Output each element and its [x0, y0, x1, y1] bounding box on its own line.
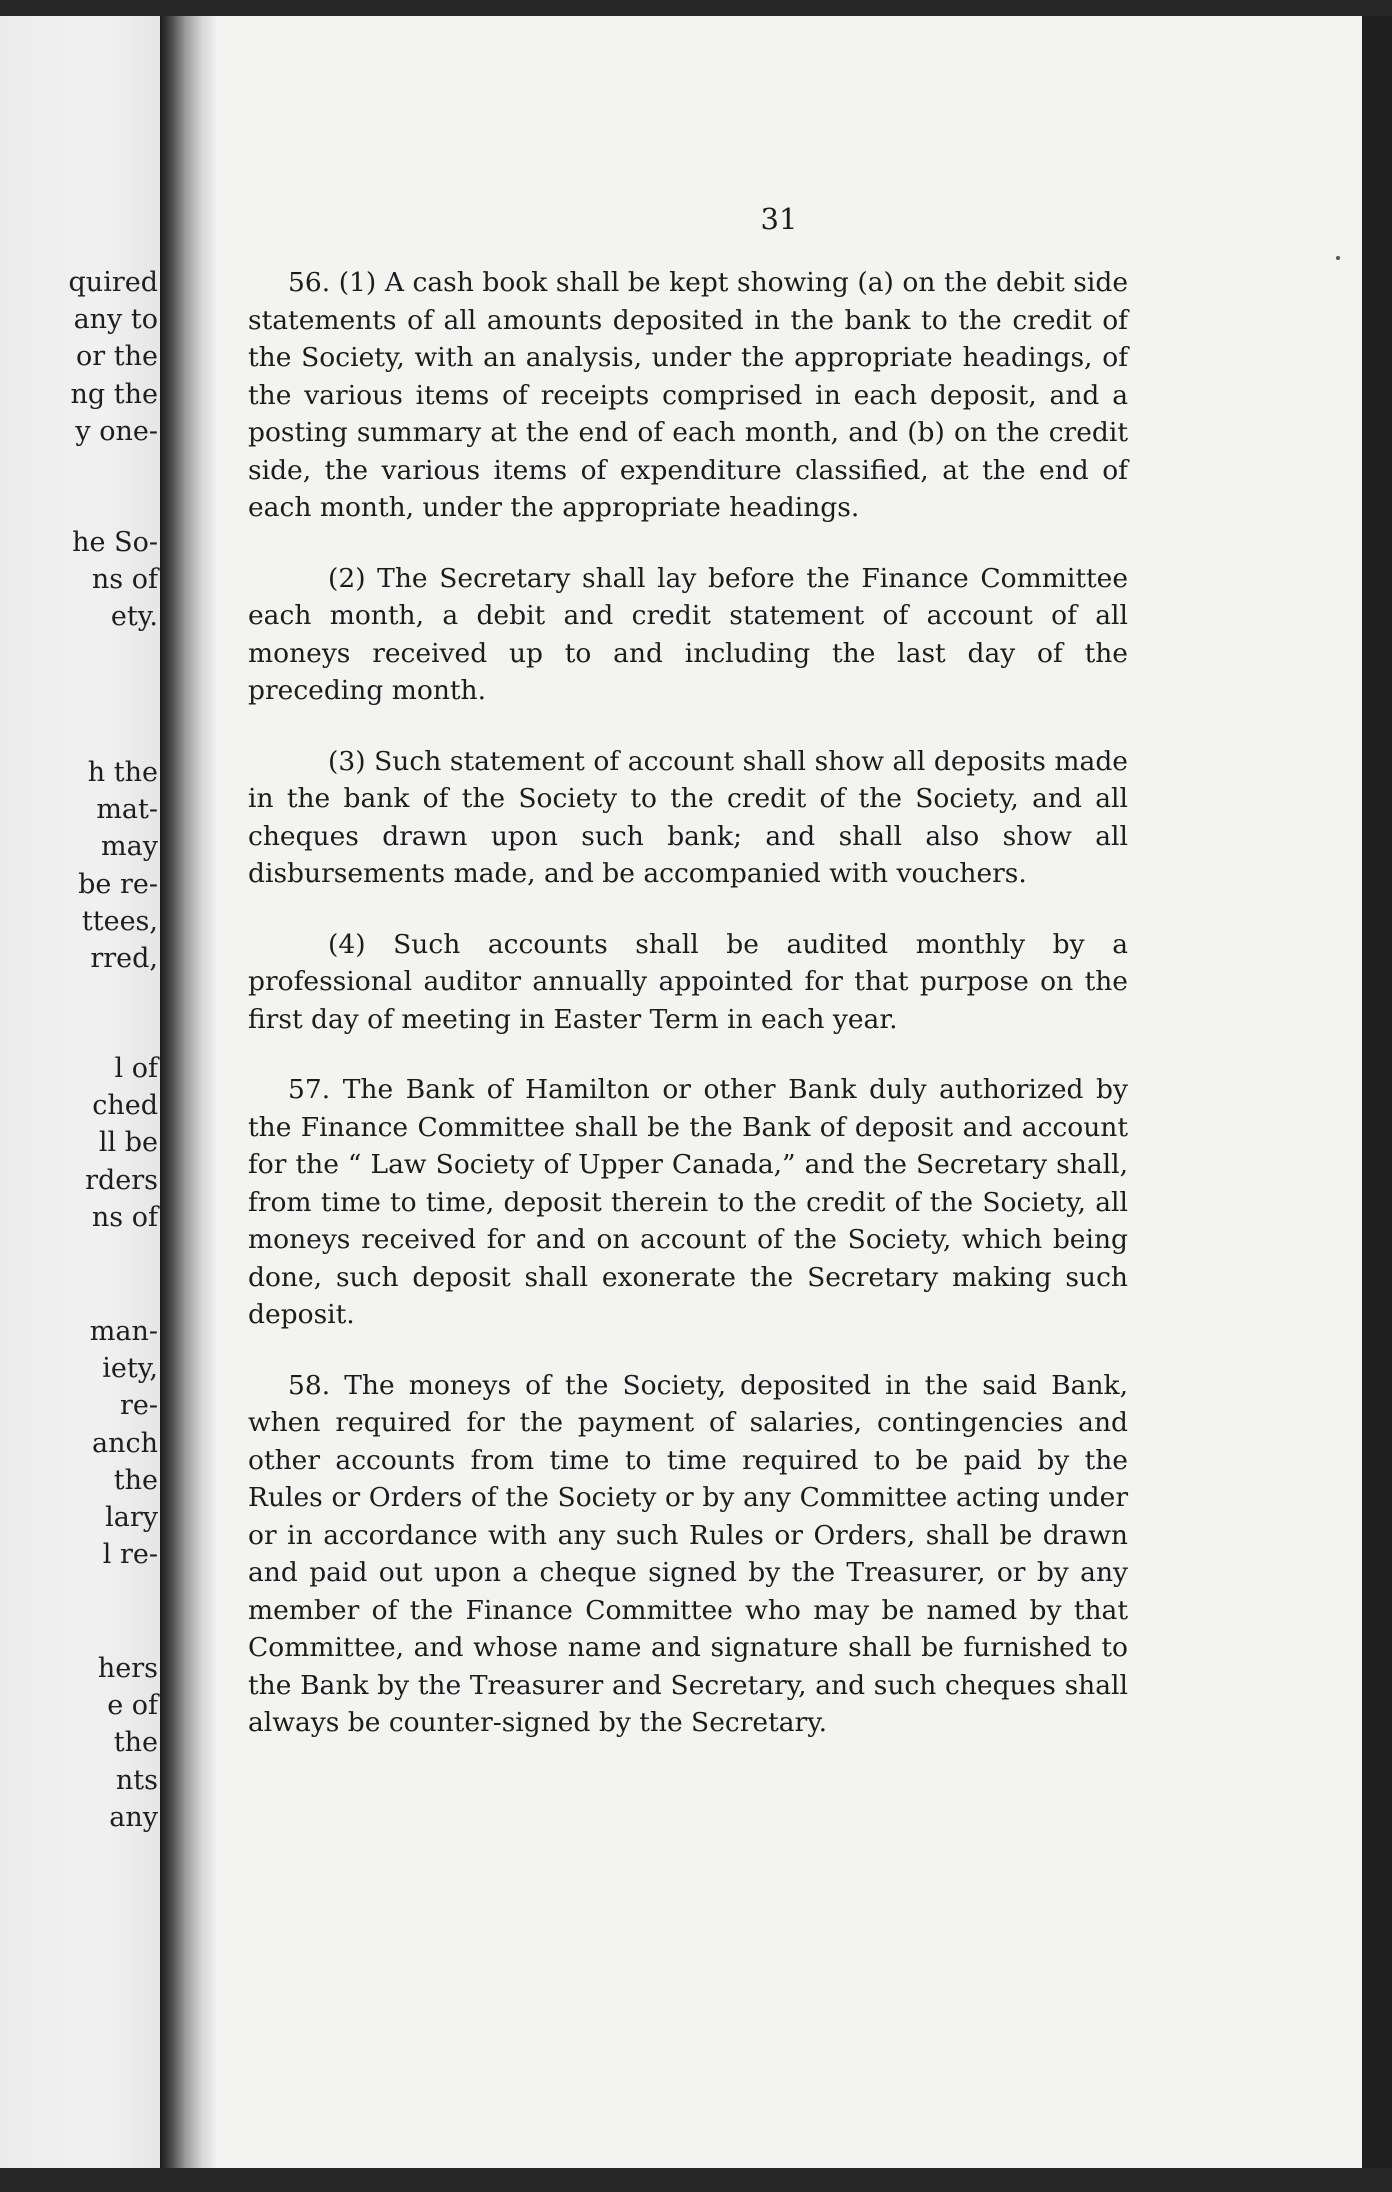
left-page-fragment: l of	[114, 1053, 158, 1084]
left-page-fragment: anch	[92, 1428, 158, 1459]
left-page-fragment: rred,	[90, 943, 158, 974]
page-body	[248, 264, 1128, 1775]
left-page-fragment: ng the	[70, 379, 158, 410]
left-page-edge	[0, 16, 168, 2168]
section-56-paragraph-1: 56. (1) A cash book shall be kept showing (a) on the debit side statements of all amounts deposited in the bank to the credit of the Society, with an analysis, under the appropriate headings, of the various items of receipts comprised in each deposit, and a posting summary at the end of each month, and (b) on the credit side, the various items of expenditure classified, at the end of each month, under the appropriate headings.	[248, 267, 1128, 523]
left-page-fragment: re-	[119, 1390, 158, 1421]
scan-frame-bottom	[0, 2168, 1392, 2192]
scan-frame-right	[1362, 16, 1392, 2192]
left-page-fragment: ns of	[91, 564, 158, 595]
left-page-fragment: y one-	[75, 416, 158, 447]
left-page-fragment: nts	[115, 1765, 158, 1796]
book-gutter-shadow	[160, 16, 216, 2168]
left-page-fragment: man-	[89, 1316, 158, 1347]
left-page-fragment: mat-	[96, 794, 158, 825]
section-56-paragraph-2: (2) The Secretary shall lay before the Finance Committee each month, a debit and credit statement of account of all moneys received up to and including the last day of the preceding month.	[248, 562, 1128, 706]
left-page-fragment: ety.	[110, 601, 158, 632]
left-page-fragment: ns of	[91, 1202, 158, 1233]
left-page-fragment: rders	[85, 1165, 158, 1196]
section-56-paragraph-4: (4) Such accounts shall be audited monthly by a professional auditor annually appointed for that purpose on the first day of meeting in Easter Term in each year.	[248, 928, 1128, 1035]
left-page-fragment: may	[101, 831, 158, 862]
left-page-fragment: the	[113, 1727, 158, 1758]
section-58-paragraph: 58. The moneys of the Society, deposited in the said Bank, when required for the payment of salaries, contingencies and other accounts from time to time required to be paid by the Rules or Orders of the Society or by any Committee acting under or in accordance with any such Rules or Orders, shall be drawn and paid out upon a cheque signed by the Treasurer, or by any member of the Finance Committee who may be named by that Committee, and whose name and signature shall be furnished to the Bank by the Treasurer and Secretary, and such cheques shall always be counter-signed by the Secretary.	[248, 1369, 1128, 1738]
section-56-paragraph-3: (3) Such statement of account shall show all deposits made in the bank of the Society to the credit of the Society, and all cheques drawn upon such bank; and shall also show all disbursements made, and be accompanied with vouchers.	[248, 745, 1128, 889]
left-page-fragment: iety,	[102, 1353, 158, 1384]
left-page-fragment: any to	[73, 304, 158, 335]
right-page	[216, 16, 1362, 2168]
left-page-fragment: hers	[97, 1653, 158, 1684]
section-57-paragraph: 57. The Bank of Hamilton or other Bank duly authorized by the Finance Committee shall be the Bank of deposit and account for the “ Law Society of Upper Canada,” and the Secretary shall, from time to time, deposit therein to the credit of the Society, all moneys received for and on account of the Society, which being done, such deposit shall exonerate the Secretary making such deposit.	[248, 1074, 1128, 1330]
left-page-fragment: e of	[107, 1690, 158, 1721]
page-number: 31	[760, 202, 798, 236]
left-page-fragment: or the	[76, 341, 158, 372]
left-page-fragment: lary	[105, 1502, 158, 1533]
left-page-fragment: ll be	[98, 1127, 158, 1158]
left-page-fragment: h the	[87, 757, 158, 788]
scan-speck	[1336, 256, 1340, 260]
left-page-fragment: he So-	[72, 527, 158, 558]
left-page-fragment: ttees,	[81, 906, 158, 937]
left-page-fragment: any	[109, 1802, 158, 1833]
left-page-fragment: ched	[92, 1090, 158, 1121]
scan-frame-top	[0, 0, 1392, 16]
left-page-fragment: be re-	[78, 869, 158, 900]
left-page-fragment: the	[113, 1465, 158, 1496]
left-page-fragment: l re-	[102, 1539, 158, 1570]
left-page-fragment: quired	[68, 267, 158, 298]
